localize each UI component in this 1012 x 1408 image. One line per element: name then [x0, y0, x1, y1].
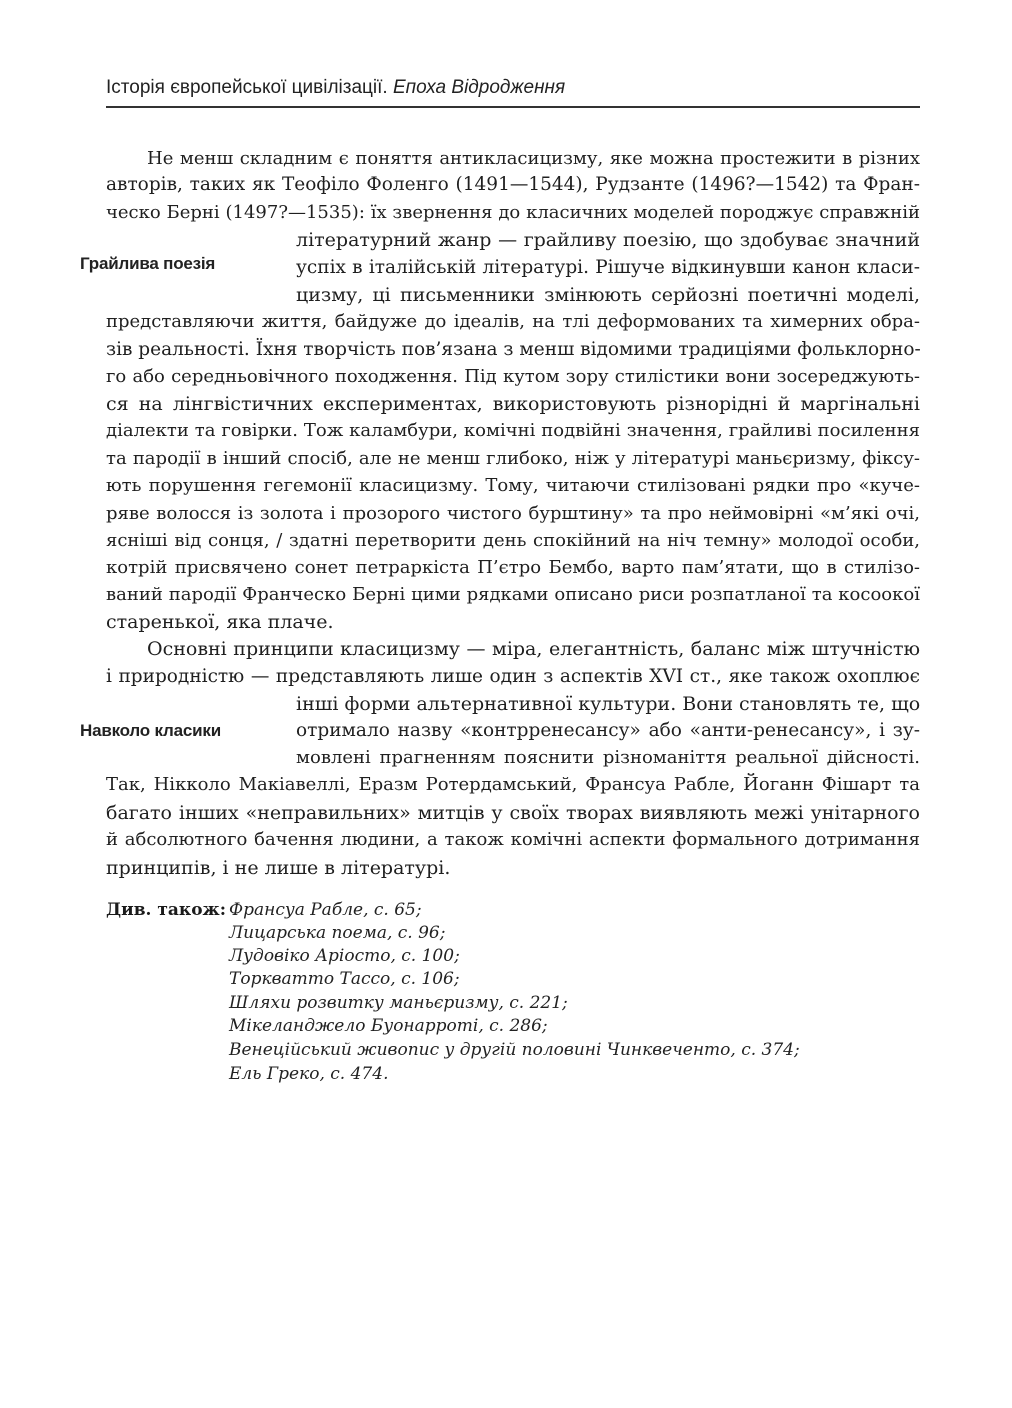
paragraph-1-line: та пародії в інший спосіб, але не менш глибоко, ніж у літературі маньєризму, фіксу-: [106, 448, 920, 469]
paragraph-1-line: ваний пародії Франческо Берні цими рядками описано риси розпатланої та косоокої: [106, 584, 920, 605]
paragraph-2-line: й абсолютного бачення людини, а також комічні аспекти формального дотримання: [106, 829, 920, 850]
paragraph-2-line: Основні принципи класицизму — міра, елегантність, баланс між штучністю: [147, 638, 920, 660]
paragraph-1-line: ряве волосся із золота і прозорого чистого бурштину» та про неймовірні «м’які очі,: [106, 503, 920, 524]
paragraph-1-line: старенької, яка плаче.: [106, 611, 334, 633]
paragraph-1-line: го або середньовічного походження. Під кутом зору стилістики вони зосереджують-: [106, 366, 920, 387]
paragraph-2-line: і природністю — представляють лише один з аспектів XVI ст., яке також охоплює: [106, 666, 920, 687]
see-also-item: Ель Греко, с. 474.: [229, 1064, 389, 1084]
paragraph-2-line: Так, Нікколо Макіавеллі, Еразм Ротердамський, Франсуа Рабле, Йоганн Фішарт та: [106, 774, 920, 795]
see-also-item: Франсуа Рабле, с. 65;: [229, 900, 422, 920]
paragraph-1-line: ся на лінгвістичних експериментах, використовують різнорідні й маргінальні: [106, 393, 920, 415]
running-header: [106, 74, 920, 108]
see-also-item: Шляхи розвитку маньєризму, с. 221;: [229, 993, 568, 1013]
margin-note-around-classics: Навколо класики: [80, 721, 221, 740]
paragraph-2-line: отримало назву «контрренесансу» або «анти-ренесансу», і зу-: [296, 720, 920, 741]
paragraph-1-line: успіх в італійській літературі. Рішуче відкинувши канон класи-: [296, 257, 920, 278]
paragraph-2-line: принципів, і не лише в літературі.: [106, 857, 451, 879]
paragraph-1-line: котрій присвячено сонет петраркіста П’єтро Бембо, варто пам’ятати, що в стилізо-: [106, 557, 920, 578]
see-also-label: Див. також:: [106, 900, 226, 920]
paragraph-1-line: діалекти та говірки. Тож каламбури, комічні подвійні значення, грайливі посилення: [106, 420, 920, 441]
see-also-item: Лудовіко Аріосто, с. 100;: [229, 946, 460, 966]
paragraph-1-line: ють порушення гегемонії класицизму. Тому, читаючи стилізовані рядки про «куче-: [106, 475, 920, 496]
see-also-item: Венеційський живопис у другій половині Чинквеченто, с. 374;: [229, 1040, 800, 1060]
paragraph-1-line: зів реальності. Їхня творчість пов’язана з менш відомими традиціями фольклорно-: [106, 339, 921, 360]
paragraph-1-line: представляючи життя, байдуже до ідеалів, на тлі деформованих та химерних обра-: [106, 311, 920, 332]
paragraph-2-line: багато інших «неправильних» митців у своїх творах виявляють межі унітарного: [106, 802, 920, 824]
paragraph-1-line: цизму, ці письменники змінюють серйозні поетичні моделі,: [296, 284, 920, 306]
paragraph-1-line: авторів, таких як Теофіло Фоленго (1491—1544), Рудзанте (1496?—1542) та Фран-: [106, 174, 920, 195]
see-also-item: Мікеланджело Буонарроті, с. 286;: [229, 1016, 548, 1036]
paragraph-1-line: літературний жанр — грайливу поезію, що здобуває значний: [296, 229, 920, 251]
paragraph-1-line: Не менш складним є поняття антикласицизму, яке можна простежити в різних: [147, 148, 920, 169]
see-also-item: Торкватто Тассо, с. 106;: [229, 969, 460, 989]
header-title: Історія європейської цивілізації.: [106, 77, 388, 98]
paragraph-1-line: ческо Берні (1497?—1535): їх звернення до класичних моделей породжує справжній: [106, 202, 920, 223]
see-also-item: Лицарська поема, с. 96;: [229, 923, 446, 943]
paragraph-1-line: ясніші від сонця, / здатні перетворити день спокійний на ніч темну» молодої особи,: [106, 530, 920, 551]
margin-note-playful-poetry: Грайлива поезія: [80, 254, 216, 273]
header-subtitle: Епоха Відродження: [392, 77, 566, 98]
paragraph-2-line: мовлені прагненням пояснити різноманіття реальної дійсності.: [296, 747, 920, 768]
paragraph-2-line: інші форми альтернативної культури. Вони становлять те, що: [296, 693, 921, 715]
